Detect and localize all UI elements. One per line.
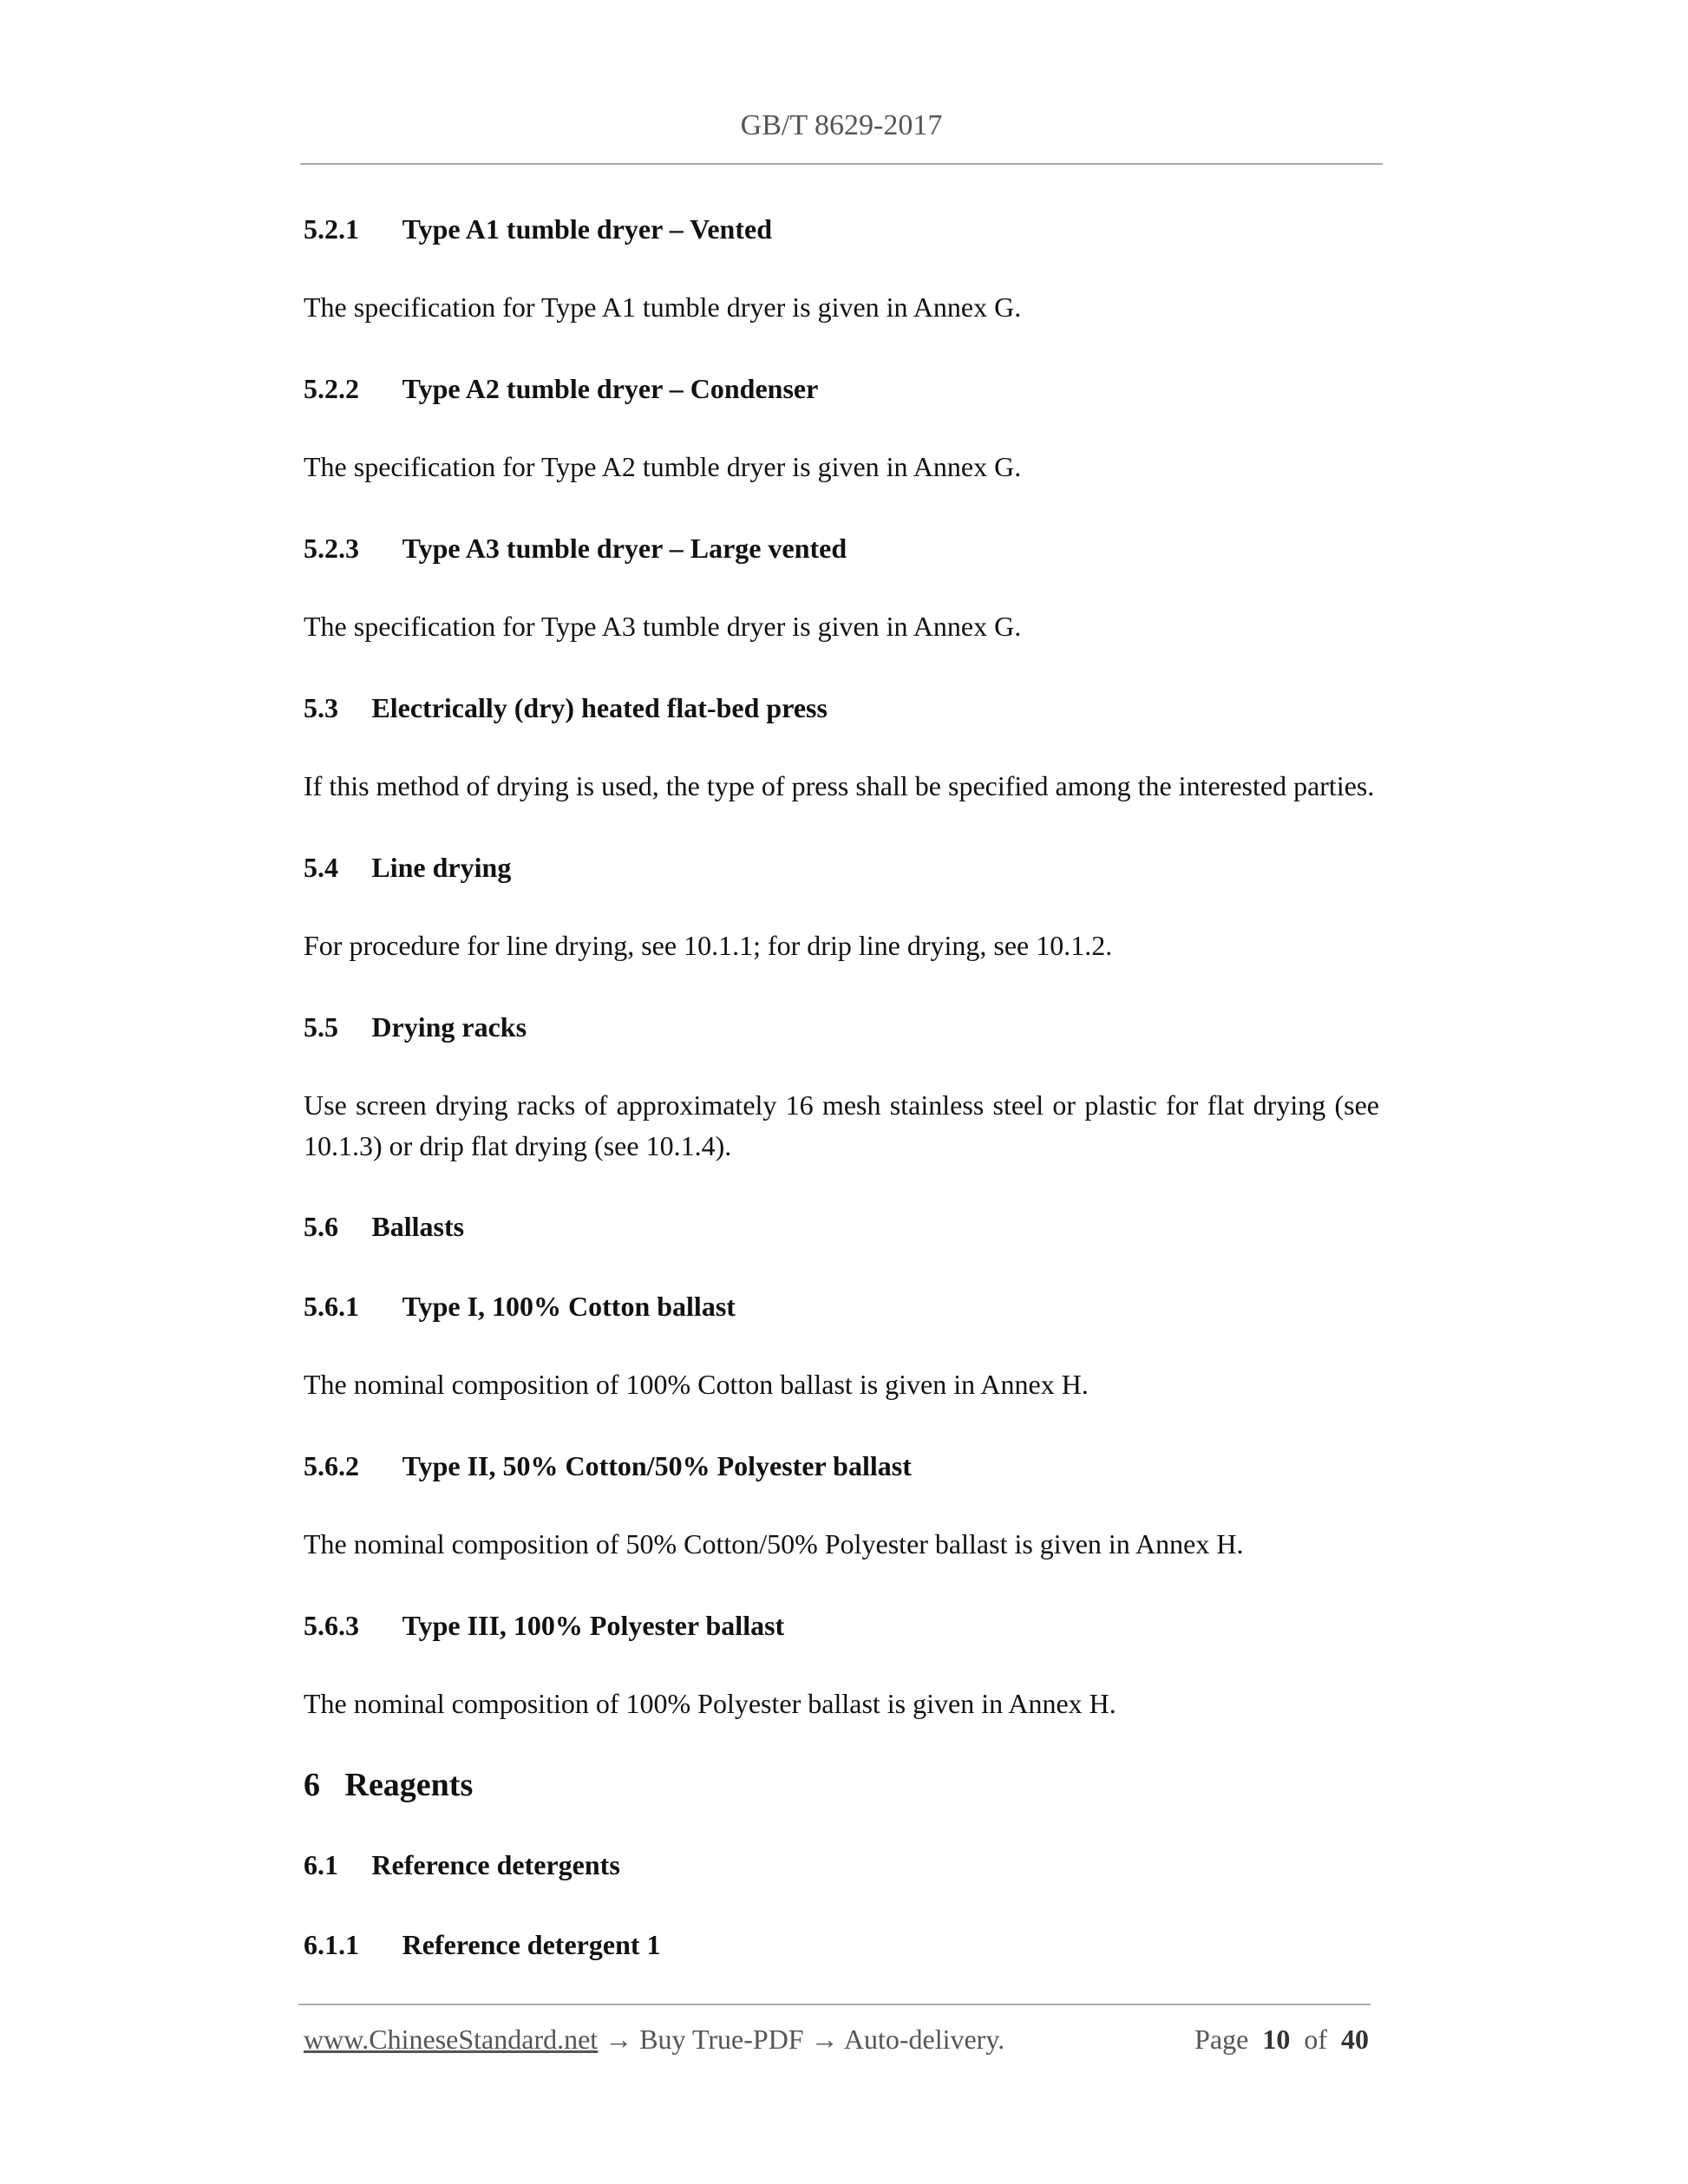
section-title: Type A3 tumble dryer – Large vented (402, 533, 847, 564)
page-total: 40 (1341, 2024, 1369, 2055)
heading-5-3 (304, 692, 1379, 724)
page-header-title: GB/T 8629-2017 (740, 109, 943, 141)
section-number: 5.3 (304, 692, 338, 723)
paragraph-5-2-1: The specification for Type A1 tumble dryer is given in Annex G. (304, 291, 1022, 323)
section-number: 6.1.1 (304, 1929, 359, 1960)
section-title: Reagents (344, 1767, 474, 1803)
section-number: 6.1 (304, 1849, 338, 1880)
heading-5-5 (304, 1011, 1379, 1043)
section-title: Reference detergents (371, 1849, 620, 1880)
section-number: 5.2.2 (304, 373, 359, 404)
paragraph-5-3: If this method of drying is used, the type of press shall be specified among the interested parties. (304, 770, 1375, 801)
heading-6-1 (304, 1849, 1379, 1881)
paragraph-5-2-3: The specification for Type A3 tumble dryer is given in Annex G. (304, 611, 1022, 642)
heading-6 (304, 1766, 1379, 1804)
section-title: Drying racks (371, 1011, 527, 1043)
paragraph-5-5: Use screen drying racks of approximately 16 mesh stainless steel or plastic for flat drying (see 10.1.3) or drip flat drying (see 10.1.4). (304, 1089, 1379, 1161)
section-number: 5.6.2 (304, 1450, 359, 1481)
paragraph-5-6-3: The nominal composition of 100% Polyester ballast is given in Annex H. (304, 1688, 1116, 1719)
heading-5-6-1 (304, 1291, 1379, 1323)
section-title: Type III, 100% Polyester ballast (402, 1610, 785, 1641)
footer-divider (298, 2004, 1371, 2005)
section-number: 5.6.3 (304, 1610, 359, 1641)
paragraph-5-6-1: The nominal composition of 100% Cotton ballast is given in Annex H. (304, 1369, 1089, 1400)
section-title: Line drying (371, 852, 512, 883)
section-title: Type A2 tumble dryer – Condenser (402, 373, 819, 404)
section-number: 5.2.3 (304, 533, 359, 564)
paragraph-5-2-2: The specification for Type A2 tumble dryer is given in Annex G. (304, 451, 1022, 482)
heading-5-6-3 (304, 1610, 1379, 1642)
of-label: of (1304, 2024, 1327, 2055)
page-label: Page (1194, 2024, 1249, 2055)
section-number: 5.6 (304, 1211, 338, 1242)
section-number: 5.4 (304, 852, 338, 883)
footer-promo (304, 2024, 1004, 2056)
page-indicator (1194, 2024, 1369, 2056)
section-title: Electrically (dry) heated flat-bed press (371, 692, 828, 723)
paragraph-5-6-2: The nominal composition of 50% Cotton/50% Polyester ballast is given in Annex H. (304, 1528, 1244, 1560)
heading-5-2-3 (304, 533, 1379, 565)
footer-tagline: → Buy True-PDF → Auto-delivery. (598, 2024, 1005, 2055)
section-number: 5.6.1 (304, 1291, 359, 1322)
heading-6-1-1 (304, 1929, 1379, 1961)
heading-5-6 (304, 1211, 1379, 1243)
section-title: Type I, 100% Cotton ballast (402, 1291, 736, 1322)
section-number: 6 (304, 1767, 320, 1803)
site-link[interactable]: www.ChineseStandard.net (304, 2024, 599, 2055)
section-title: Type II, 50% Cotton/50% Polyester ballast (402, 1450, 912, 1481)
header-divider (300, 163, 1383, 165)
section-title: Type A1 tumble dryer – Vented (402, 213, 772, 245)
section-title: Reference detergent 1 (402, 1929, 661, 1960)
section-number: 5.5 (304, 1011, 338, 1043)
paragraph-5-4: For procedure for line drying, see 10.1.1; for drip line drying, see 10.1.2. (304, 930, 1113, 961)
heading-5-2-2 (304, 373, 1379, 405)
section-title: Ballasts (371, 1211, 465, 1242)
section-number: 5.2.1 (304, 213, 359, 245)
page-current: 10 (1262, 2024, 1291, 2055)
heading-5-4 (304, 852, 1379, 884)
heading-5-6-2 (304, 1450, 1379, 1482)
heading-5-2-1 (304, 213, 1379, 245)
